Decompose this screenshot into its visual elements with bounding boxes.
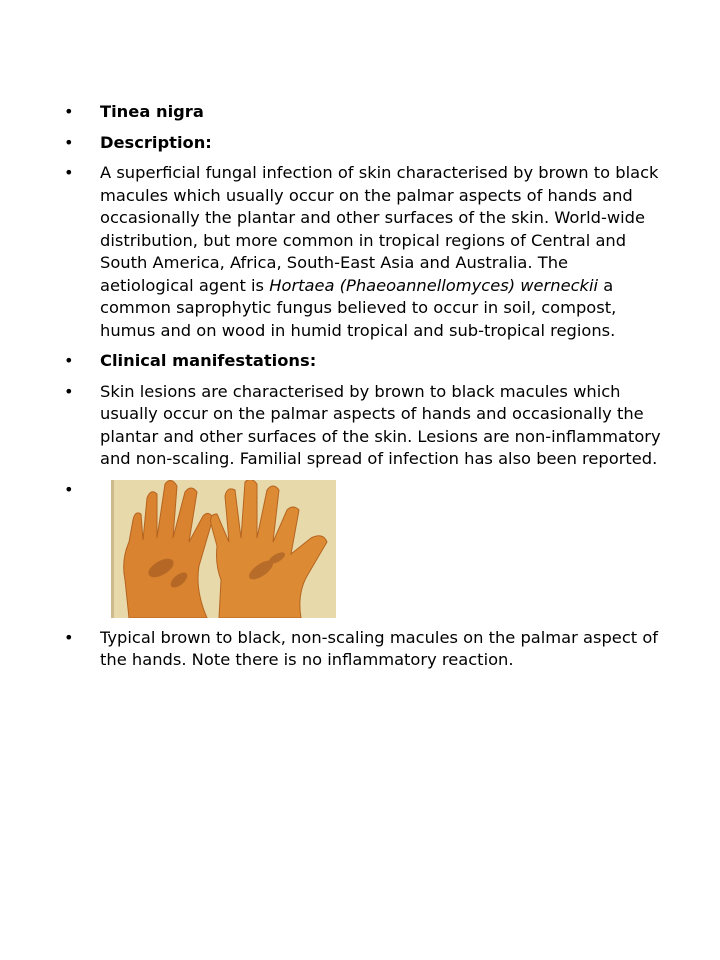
list-item-image bbox=[64, 479, 664, 619]
caption-text: Typical brown to black, non-scaling macules on the palmar aspect of the hands. Note there is no inflammatory reaction. bbox=[100, 627, 659, 669]
title-text: Tinea nigra bbox=[100, 102, 204, 121]
bullet: • bbox=[64, 627, 74, 647]
description-heading: Description: bbox=[100, 132, 212, 152]
palms-photo bbox=[111, 480, 336, 618]
list-item-caption bbox=[64, 627, 664, 672]
clinical-text: Skin lesions are characterised by brown to black macules which usually occur on the palmar aspects of hands and occasionally the plantar and other surfaces of the skin. Lesions are non-inflammatory and non-scaling. Familial spread of infection has also been reported. bbox=[100, 381, 661, 468]
bullet: • bbox=[64, 351, 74, 370]
bullet: • bbox=[64, 479, 74, 499]
bullet: • bbox=[64, 381, 74, 401]
description-text-after: a common saprophytic fungus believed to occur in soil, compost, humus and on wood in humid tropical and sub-tropical regions. bbox=[100, 275, 617, 340]
list-item-description-heading bbox=[64, 132, 664, 155]
bullet: • bbox=[64, 132, 74, 152]
list-item-clinical bbox=[64, 381, 664, 471]
list-item-title bbox=[64, 101, 664, 124]
organism-name: Hortaea (Phaeoannellomyces) werneckii bbox=[269, 275, 599, 295]
list-item-description bbox=[64, 162, 664, 342]
bullet: • bbox=[64, 163, 74, 182]
palms-illustration bbox=[111, 480, 336, 618]
description-text-before: A superficial fungal infection of skin characterised by brown to black macules which usually occur on the palmar aspects of hands and occasionally the plantar and other surfaces of the skin. World-wide distribution, but more common in tropical regions of Central and South America, Africa, South-East Asia and Australia. The aetiological agent is bbox=[100, 163, 659, 295]
bullet-list bbox=[64, 101, 664, 680]
list-item-clinical-heading bbox=[64, 350, 664, 373]
bullet: • bbox=[64, 102, 74, 121]
clinical-heading: Clinical manifestations: bbox=[100, 351, 317, 370]
